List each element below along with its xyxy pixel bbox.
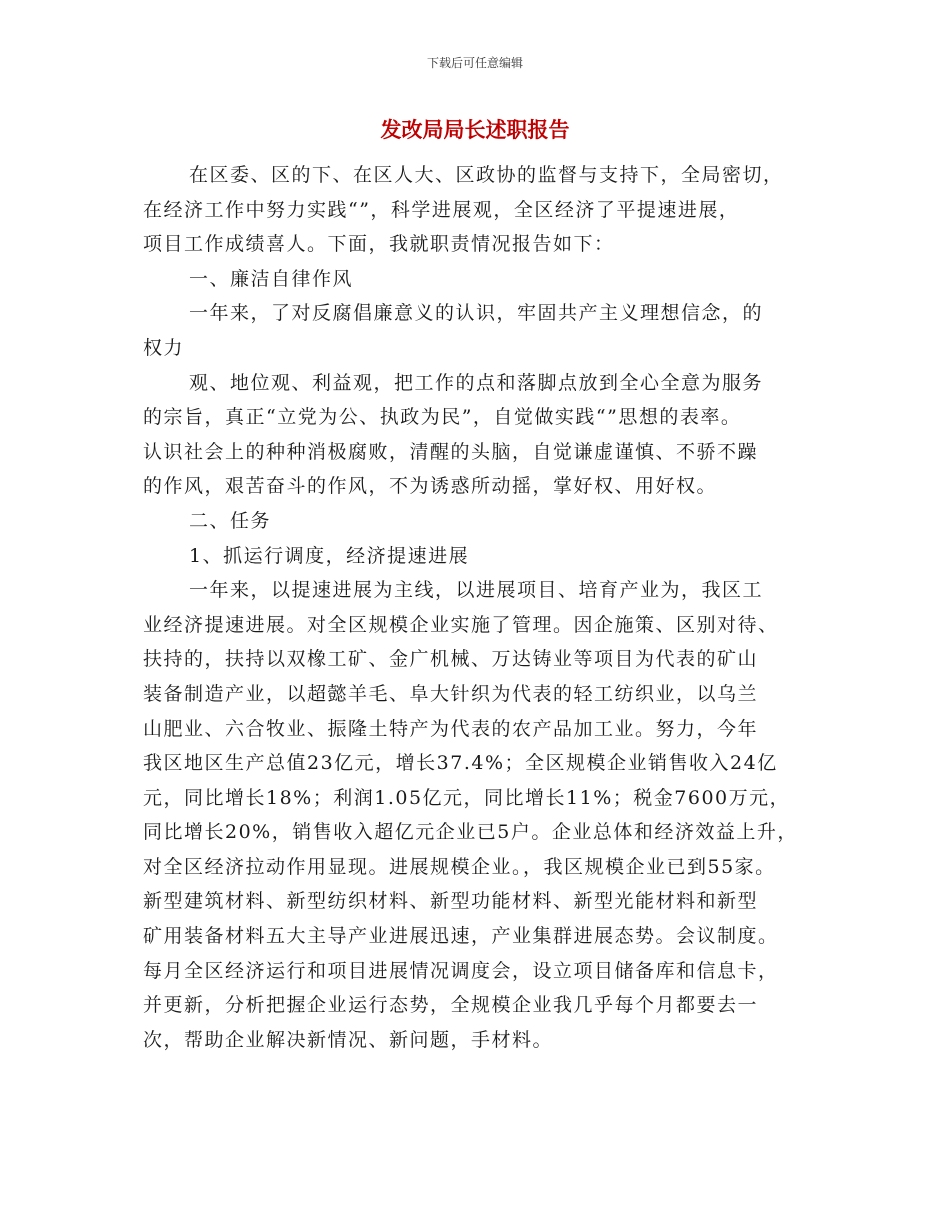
- document-title: 发改局局长述职报告: [380, 118, 570, 142]
- text-line: 一年来，以提速进展为主线，以进展项目、培育产业为，我区工: [189, 579, 764, 602]
- document-body: [143, 158, 823, 1057]
- text-line: 我区地区生产总值23亿元，增长37.4%；全区规模企业销售收入24亿: [143, 752, 778, 775]
- text-line: 观、地位观、利益观，把工作的点和落脚点放到全心全意为服务: [189, 371, 764, 394]
- text-line: 在区委、区的下、在区人大、区政协的监督与支持下，全局密切，: [189, 164, 784, 186]
- text-line: 次，帮助企业解决新情况、新问题，手材料。: [143, 1028, 554, 1051]
- text-line: 权力: [143, 336, 185, 359]
- text-line: 认识社会上的种种消极腐败，清醒的头脑，自觉谦虚谨慎、不骄不躁: [143, 440, 759, 463]
- page-header: 下载后可任意编辑: [426, 56, 523, 70]
- text-line: 扶持的，扶持以双橡工矿、金广机械、万达铸业等项目为代表的矿山: [143, 648, 759, 671]
- text-line: 的宗旨，真正“立党为公、执政为民”，自觉做实践“”思想的表率。: [143, 406, 742, 429]
- text-line: 1、抓运行调度，经济提速进展: [189, 544, 470, 567]
- text-line: 每月全区经济运行和项目进展情况调度会，设立项目储备库和信息卡，: [143, 959, 779, 982]
- text-line: 新型建筑材料、新型纺织材料、新型功能材料、新型光能材料和新型: [143, 890, 759, 913]
- text-line: 在经济工作中努力实践“”，科学进展观，全区经济了平提速进展，: [143, 198, 740, 221]
- text-line: 同比增长20%，销售收入超亿元企业已5户。企业总体和经济效益上升，: [143, 821, 798, 844]
- text-line: 元，同比增长18%；利润1.05亿元，同比增长11%；税金7600万元，: [143, 786, 791, 809]
- text-line: 矿用装备材料五大主导产业进展迅速，产业集群进展态势。会议制度。: [143, 925, 779, 948]
- text-line: 对全区经济拉动作用显现。进展规模企业。，我区规模企业已到55家。: [143, 855, 776, 878]
- text-line: 项目工作成绩喜人。下面，我就职责情况报告如下：: [143, 233, 615, 256]
- text-line: 一、廉洁自律作风: [189, 267, 354, 290]
- text-line: 的作风，艰苦奋斗的作风，不为诱惑所动摇，掌好权、用好权。: [143, 475, 718, 498]
- text-line: 装备制造产业，以超懿羊毛、阜大针织为代表的轻工纺织业，以乌兰: [143, 682, 759, 705]
- text-line: 山肥业、六合牧业、振隆土特产为代表的农产品加工业。努力，今年: [143, 717, 759, 740]
- text-line: 一年来，了对反腐倡廉意义的认识，牢固共产主义理想信念，的: [189, 302, 764, 325]
- text-line: 并更新，分析把握企业运行态势，全规模企业我几乎每个月都要去一: [143, 994, 759, 1017]
- text-line: 业经济提速进展。对全区规模企业实施了管理。因企施策、区别对待、: [143, 613, 779, 636]
- text-line: 二、任务: [189, 509, 272, 532]
